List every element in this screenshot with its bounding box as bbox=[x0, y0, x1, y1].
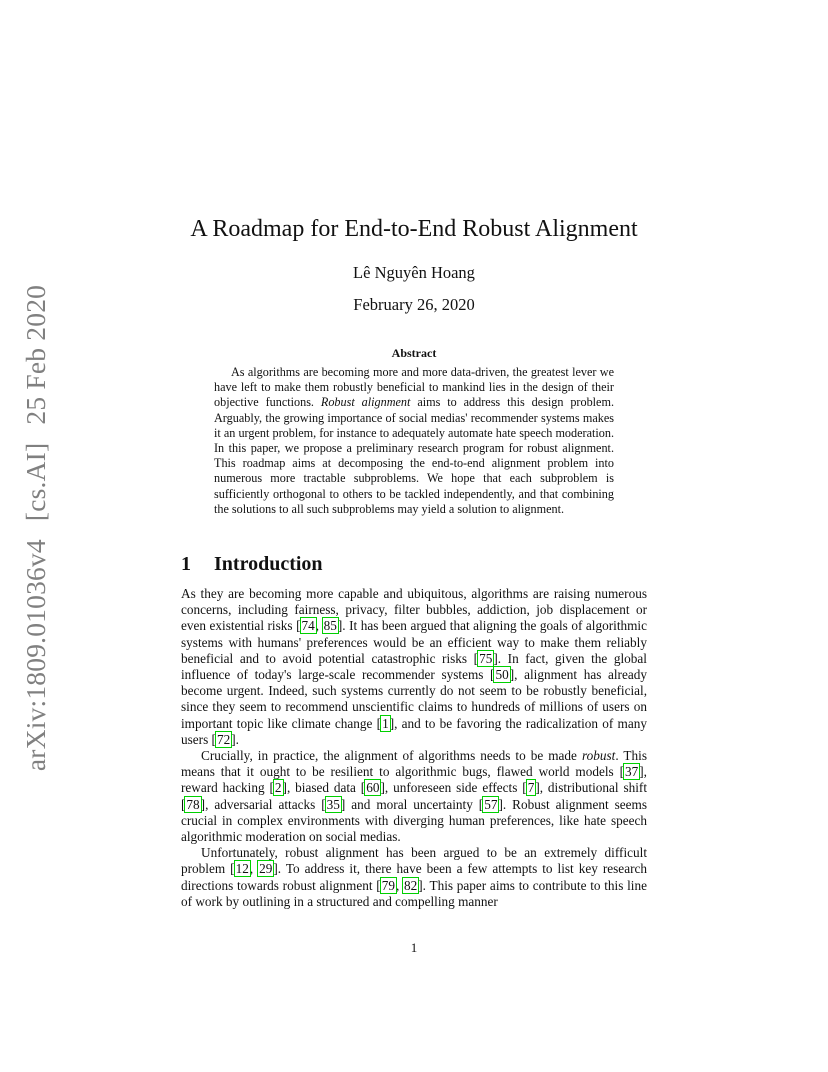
paragraph-1: As they are becoming more capable and ubiquitous, algorithms are raising numerous concerns, including fairness, privacy, filter bubbles, addiction, job displacement or even existential risks [74, 85]. It has been argued that aligning the goals of algorithmic systems with humans' preferences would be an efficient way to make them reliably beneficial and to avoid potential catastrophic risks [75]. In fact, given the global influence of today's large-scale recommender systems [50], alignment has already become urgent. Indeed, such systems currently do not seem to be robustly beneficial, since they seem to recommend unscientific claims to hundreds of millions of users on important topic like climate change [1], and to be favoring the radicalization of many users [72]. bbox=[181, 586, 647, 747]
citation-link[interactable]: 82 bbox=[404, 877, 418, 893]
paragraph-3: Unfortunately, robust alignment has been argued to be an extremely difficult problem [12, 29]. To address it, there have been a few attempts to list key research directions towards robust alignment [79, 82]. This paper aims to contribute to this line of work by outlining in a structured and compelling manner bbox=[181, 845, 647, 909]
arxiv-id[interactable]: arXiv:1809.01036v4 bbox=[20, 539, 51, 772]
arxiv-date: 25 Feb 2020 bbox=[20, 284, 51, 425]
abstract-paragraph: As algorithms are becoming more and more data-driven, the greatest lever we have left to make them robustly beneficial to mankind lies in the design of their objective functions. Robust alignment aims to address this design problem. Arguably, the growing importance of social medias' recommender systems makes it an urgent problem, for instance to adequately automate hate speech moderation. In this paper, we propose a preliminary research program for robust alignment. This roadmap aims at decomposing the end-to-end alignment problem into numerous more tractable subproblems. We hope that each subproblem is sufficiently orthogonal to others to be tackled independently, and that combining the solutions to all such subproblems may yield a solution to alignment. bbox=[214, 365, 614, 516]
arxiv-category: [cs.AI] bbox=[20, 442, 51, 522]
paper-author: Lê Nguyên Hoang bbox=[353, 263, 475, 282]
citation-link[interactable]: 1 bbox=[382, 715, 389, 731]
page-number: 1 bbox=[410, 940, 418, 955]
citation-link[interactable]: 35 bbox=[326, 796, 340, 812]
emphasis-robust: robust bbox=[581, 748, 616, 764]
citation-link[interactable]: 7 bbox=[527, 780, 535, 796]
citation-link[interactable]: 37 bbox=[625, 764, 639, 780]
abstract-emphasis: Robust alignment bbox=[320, 395, 411, 410]
section-number: 1 bbox=[181, 553, 191, 575]
citation-link[interactable]: 72 bbox=[216, 731, 231, 747]
citation-link[interactable]: 60 bbox=[366, 780, 380, 796]
citation-link[interactable]: 78 bbox=[186, 796, 200, 812]
citation-link[interactable]: 74 bbox=[301, 618, 315, 634]
paper-date: February 26, 2020 bbox=[353, 295, 475, 314]
citation-link[interactable]: 50 bbox=[495, 667, 509, 683]
citation-link[interactable]: 12 bbox=[235, 861, 249, 877]
citation-link[interactable]: 79 bbox=[381, 877, 395, 893]
citation-link[interactable]: 85 bbox=[323, 618, 337, 634]
citation-link[interactable]: 29 bbox=[259, 861, 273, 877]
paper-title: A Roadmap for End-to-End Robust Alignment bbox=[190, 216, 638, 242]
introduction-body bbox=[181, 586, 647, 910]
abstract-block bbox=[214, 365, 614, 517]
section-title: Introduction bbox=[214, 553, 323, 575]
paragraph-2: Crucially, in practice, the alignment of algorithms needs to be made robust. This means that it ought to be resilient to algorithmic bugs, flawed world models [37], reward hacking [2], biased data [60], unforeseen side effects [7], distributional shift [78], adversarial attacks [35] and moral uncertainty [57]. Robust alignment seems crucial in complex environments with diverging human preferences, like hate speech algorithmic moderation on social medias. bbox=[181, 748, 648, 845]
abstract-heading: Abstract bbox=[391, 346, 437, 360]
citation-link[interactable]: 2 bbox=[274, 780, 282, 796]
citation-link[interactable]: 57 bbox=[484, 796, 498, 812]
citation-link[interactable]: 75 bbox=[479, 650, 493, 666]
section-heading-introduction bbox=[181, 553, 323, 576]
